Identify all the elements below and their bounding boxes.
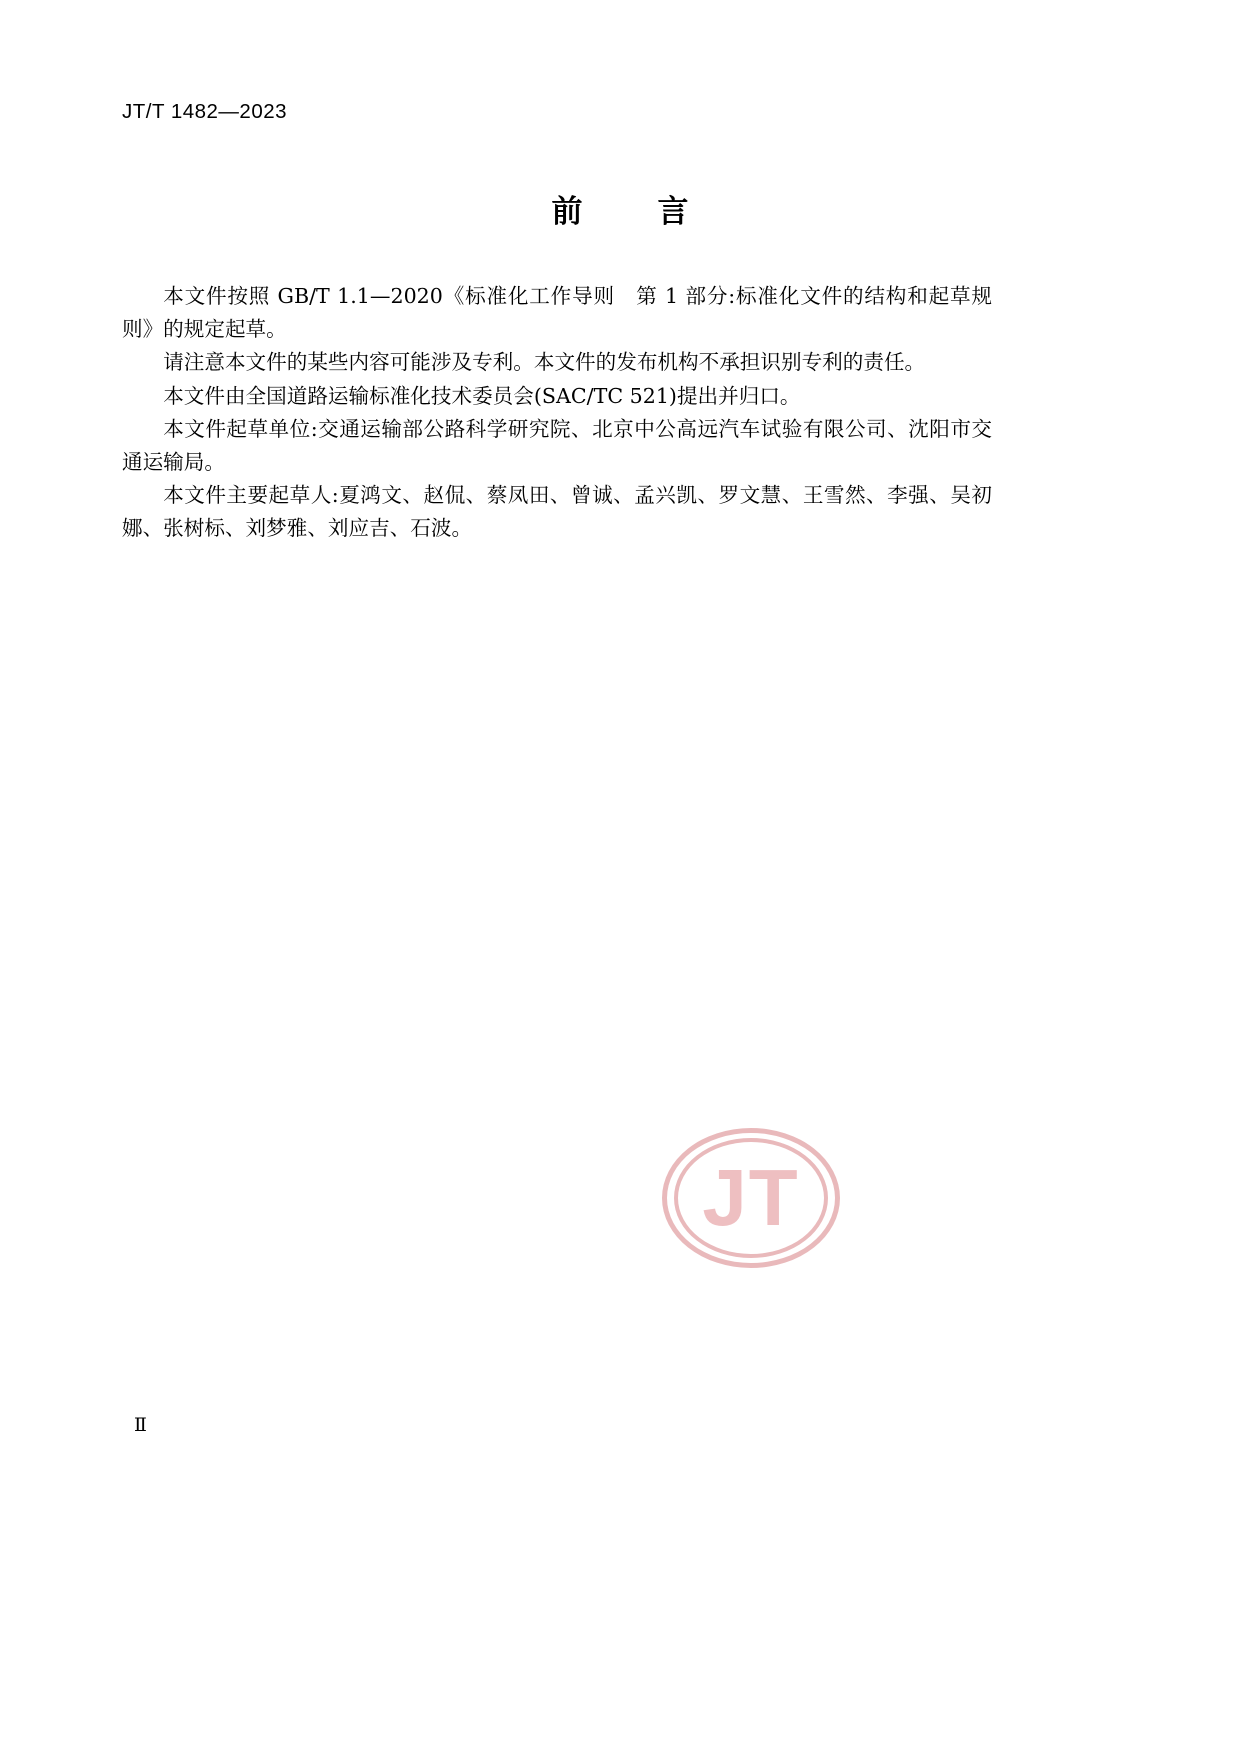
seal-outer-ring xyxy=(662,1128,840,1268)
foreword-paragraph-3: 本文件由全国道路运输标准化技术委员会(SAC/TC 521)提出并归口。 xyxy=(163,383,801,408)
page-title: 前 言 xyxy=(551,194,711,230)
foreword-paragraph-1: 本文件按照 GB/T 1.1—2020《标准化工作导则 第 1 部分:标准化文件的结构和起草规则》的规定起草。 xyxy=(122,284,992,342)
document-header-number: JT/T 1482—2023 xyxy=(122,100,288,123)
foreword-paragraph-4: 本文件起草单位:交通运输部公路科学研究院、北京中公高远汽车试验有限公司、沈阳市交通运输局。 xyxy=(122,416,992,475)
seal-inner-ring xyxy=(674,1138,828,1258)
foreword-paragraph-2: 请注意本文件的某些内容可能涉及专利。本文件的发布机构不承担识别专利的责任。 xyxy=(163,350,926,375)
seal-label: JT xyxy=(702,1153,800,1242)
page-number: Ⅱ xyxy=(134,1414,147,1436)
jt-seal-watermark xyxy=(662,1128,840,1268)
foreword-paragraph-5: 本文件主要起草人:夏鸿文、赵侃、蔡凤田、曾诚、孟兴凯、罗文慧、王雪然、李强、吴初娜、张树标、刘梦雅、刘应吉、石波。 xyxy=(122,483,992,541)
foreword-body xyxy=(122,280,992,546)
